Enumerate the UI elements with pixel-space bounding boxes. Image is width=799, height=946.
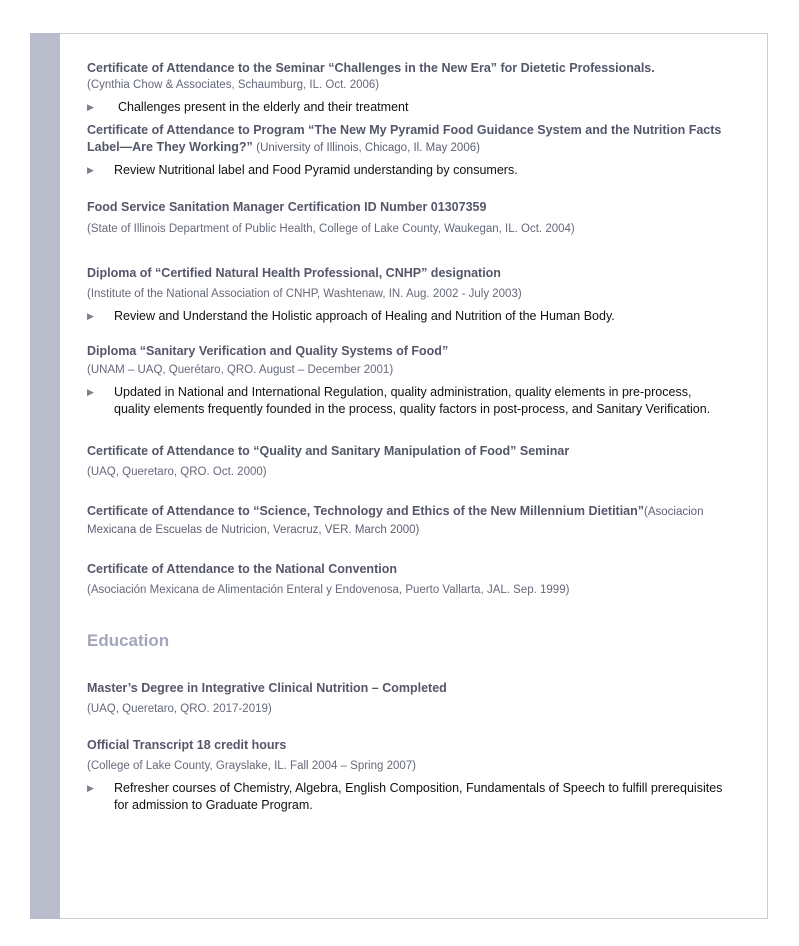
certificate-entry xyxy=(87,265,727,325)
entry-title xyxy=(87,122,727,157)
bullet-text: Review Nutritional label and Food Pyramid understanding by consumers. xyxy=(114,163,518,177)
education-entry xyxy=(87,737,727,814)
entry-title: Food Service Sanitation Manager Certification ID Number 01307359 xyxy=(87,200,487,214)
triangle-right-icon: ▶ xyxy=(87,387,94,397)
left-accent-bar xyxy=(30,33,60,919)
entry-title: Master’s Degree in Integrative Clinical Nutrition – Completed xyxy=(87,681,447,695)
entry-title-text: Certificate of Attendance to Program “The New My Pyramid Food Guidance System and the Nutrition Facts Label—Are They Working?” xyxy=(87,123,722,154)
triangle-right-icon: ▶ xyxy=(87,311,94,321)
bullet-item xyxy=(87,99,727,116)
certificate-entry xyxy=(87,503,727,539)
entry-details: (University of Illinois, Chicago, Il. May 2006) xyxy=(256,142,480,154)
entry-title xyxy=(87,503,727,539)
bullet-item xyxy=(87,308,727,325)
entry-details: (Cynthia Chow & Associates, Schaumburg, IL. Oct. 2006) xyxy=(87,79,380,91)
certificate-entry xyxy=(87,443,727,481)
bullet-text: Challenges present in the elderly and their treatment xyxy=(118,100,409,114)
entry-details: (Institute of the National Association of CNHP, Washtenaw, IN. Aug. 2002 - July 2003) xyxy=(87,288,522,300)
certificate-entry xyxy=(87,60,727,116)
entry-details: (Asociación Mexicana de Alimentación Enteral y Endovenosa, Puerto Vallarta, JAL. Sep. 1999) xyxy=(87,584,570,596)
entry-details: (College of Lake County, Grayslake, IL. Fall 2004 – Spring 2007) xyxy=(87,760,416,772)
certificate-entry xyxy=(87,343,727,418)
certificate-entry xyxy=(87,199,727,238)
triangle-right-icon: ▶ xyxy=(87,165,94,175)
resume-content xyxy=(87,60,727,814)
entry-title: Certificate of Attendance to the National Convention xyxy=(87,562,397,576)
entry-details: (UAQ, Queretaro, QRO. 2017-2019) xyxy=(87,703,272,715)
entry-title: Diploma of “Certified Natural Health Professional, CNHP” designation xyxy=(87,266,501,280)
certificate-entry xyxy=(87,561,727,599)
entry-title: Certificate of Attendance to “Quality and Sanitary Manipulation of Food” Seminar xyxy=(87,444,570,458)
entry-details: (UAQ, Queretaro, QRO. Oct. 2000) xyxy=(87,466,267,478)
bullet-text: Updated in National and International Regulation, quality administration, quality elements in pre-process, quality elements frequently founded in the process, quality factors in post-process, and Sanitary Verification. xyxy=(114,385,711,416)
bullet-text: Review and Understand the Holistic approach of Healing and Nutrition of the Human Body. xyxy=(114,309,615,323)
entry-details: (Asociacion Mexicana de Escuelas de Nutricion, Veracruz, VER. March 2000) xyxy=(87,506,704,536)
entry-title-text: Certificate of Attendance to “Science, Technology and Ethics of the New Millennium Dietitian” xyxy=(87,504,645,518)
bullet-item xyxy=(87,384,727,418)
entry-title: Official Transcript 18 credit hours xyxy=(87,738,287,752)
triangle-right-icon: ▶ xyxy=(87,783,94,793)
bullet-item xyxy=(87,780,727,814)
entry-title: Diploma “Sanitary Verification and Quality Systems of Food” xyxy=(87,344,449,358)
entry-title: Certificate of Attendance to the Seminar “Challenges in the New Era” for Dietetic Professionals. xyxy=(87,61,655,75)
education-entry xyxy=(87,680,727,718)
section-heading-education: Education xyxy=(87,631,170,650)
entry-details: (State of Illinois Department of Public Health, College of Lake County, Waukegan, IL. Oct. 2004) xyxy=(87,223,575,235)
bullet-text: Refresher courses of Chemistry, Algebra, English Composition, Fundamentals of Speech to fulfill prerequisites for admission to Graduate Program. xyxy=(114,781,723,812)
triangle-right-icon: ▶ xyxy=(87,102,94,112)
entry-details: (UNAM – UAQ, Querétaro, QRO. August – December 2001) xyxy=(87,364,394,376)
certificate-entry xyxy=(87,122,727,179)
bullet-item xyxy=(87,162,727,179)
